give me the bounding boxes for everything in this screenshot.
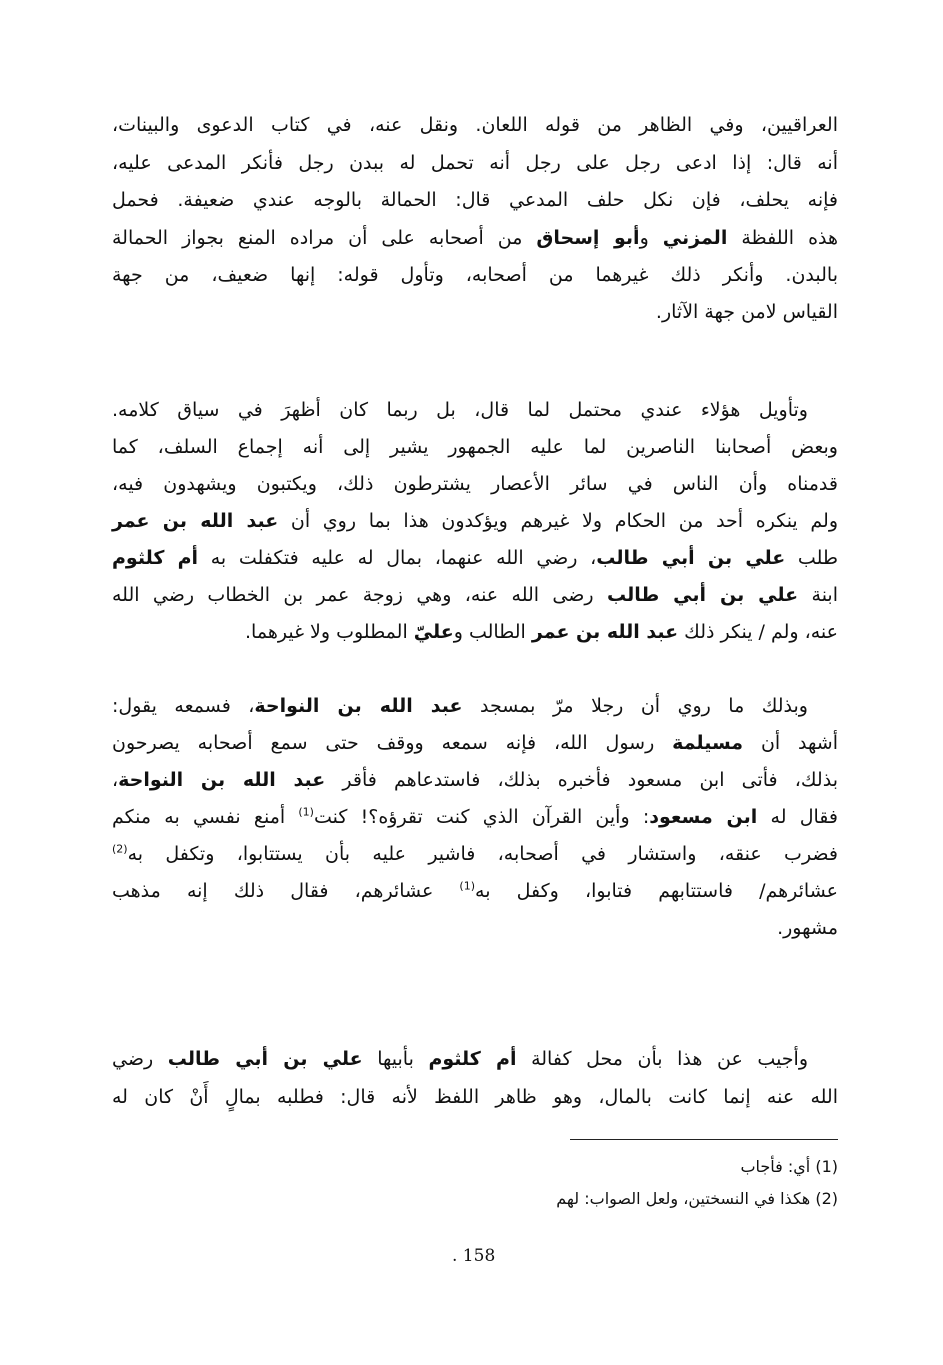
text-span: رضى الله عنه، وهي زوجة عمر بن الخطاب رضي الله <box>112 584 607 606</box>
text-span: طلب <box>785 547 839 569</box>
text-span: و <box>639 227 663 249</box>
text-span: ، فسمعه يقول: <box>112 695 255 717</box>
bold-name: علي بن أبي طالب <box>606 584 799 606</box>
text-span: وبعض أصحابنا الناصرين لما عليه الجمهور يشير إلى أنه إجماع السلف، كما <box>112 436 838 458</box>
footnote-ref: (2) <box>112 842 128 856</box>
text-span: القياس لامن جهة الآثار. <box>655 301 838 323</box>
text-span: العراقيين، وفي الظاهر من قوله اللعان. ونقل عنه، في كتاب الدعوى والبينات، <box>112 114 838 136</box>
text-line <box>112 432 838 462</box>
text-span: أمنع نفسي به منكم <box>112 806 299 828</box>
footnote-divider <box>570 1139 838 1140</box>
text-span: الطالب و <box>453 621 532 643</box>
text-line <box>112 260 838 290</box>
text-line <box>112 297 838 327</box>
bold-name: أبو إسحاق <box>536 227 640 249</box>
text-span: أنه قال: إذا ادعى رجل على رجل أنه تحمل له ببدن رجل فأنكر المدعى عليه، <box>112 152 838 174</box>
bold-name: ابن مسعود <box>649 806 758 828</box>
text-line <box>112 506 838 536</box>
text-line <box>112 395 808 425</box>
bold-name: عبد الله بن عمر <box>112 510 279 532</box>
text-line <box>112 1082 838 1112</box>
text-span: بالبدن. وأنكر ذلك غيرهما من أصحابه، وتأول قوله: إنها ضعيف، من جهة <box>112 264 838 286</box>
text-span: فقال له <box>757 806 838 828</box>
text-span: عشائرهم، فقال ذلك إنه مذهب <box>112 880 460 902</box>
text-span: ولم ينكره أحد من الحكام ولا غيرهم ويؤكدون هذا بما روي أن <box>278 510 839 532</box>
text-line <box>112 617 838 647</box>
text-span: ، <box>112 769 119 791</box>
text-line <box>112 839 838 869</box>
text-span: فضرب عنقه، واستشار في أصحابه، فاشير عليه بأن يستتابوا، وتكفل به <box>127 843 838 865</box>
text-span: ، رضي الله عنهما، بمال له عليه فتكفلت به <box>198 547 597 569</box>
text-line <box>112 802 838 832</box>
text-line <box>112 913 838 943</box>
text-line <box>112 148 838 178</box>
page-number: . 158 <box>452 1246 496 1266</box>
text-span: : وأين القرآن الذي كنت تقرؤه؟! كنت <box>313 806 650 828</box>
text-span: رضي <box>112 1048 168 1070</box>
text-line <box>112 185 838 215</box>
text-span: رسول الله، فإنه سمعه ووقف حتى سمع أصحابه يصرحون <box>112 732 673 754</box>
text-span: عنه، ولم / ينكر ذلك <box>678 621 838 643</box>
text-line <box>112 728 838 758</box>
footnote-ref: (1) <box>298 805 314 819</box>
text-line <box>112 543 838 573</box>
bold-name: عبد الله بن النواحة <box>254 695 463 717</box>
bold-name: عبد الله بن عمر <box>531 621 679 643</box>
text-span: فإنه يحلف، فإن نكل حلف المدعي قال: الحمالة بالوجه عندي ضعيفة. فحمل <box>112 189 838 211</box>
text-span: وأجيب عن هذا بأن محل كفالة <box>516 1048 808 1070</box>
bold-name: المزني <box>662 227 728 249</box>
text-span: من أصحابه على أن مراده المنع بجواز الحمالة <box>112 227 537 249</box>
text-span: وتأويل هؤلاء عندي محتمل لما قال، بل ربما كان أظهرَ في سياق كلامه. <box>112 399 808 421</box>
text-line <box>112 223 838 253</box>
text-line <box>112 110 838 140</box>
text-span: عشائرهم/ فاستتابهم فتابوا، وكفل به <box>475 880 838 902</box>
text-span: ابنة <box>798 584 838 606</box>
text-line <box>112 691 808 721</box>
text-span: بذلك، فأتى ابن مسعود فأخبره بذلك، فاستدعاهم فأقر <box>325 769 838 791</box>
bold-name: أم كلثوم <box>428 1048 517 1070</box>
text-span: المطلوب ولا غيرهما. <box>245 621 414 643</box>
text-span: أشهد أن <box>743 732 838 754</box>
footnote-1: (1) أي: فأجاب <box>740 1157 838 1176</box>
text-line <box>112 580 838 610</box>
bold-name: مسيلمة <box>672 732 744 754</box>
text-span: وبذلك ما روي أن رجلا مرّ بمسجد <box>462 695 808 717</box>
bold-name: علي بن أبي طالب <box>167 1048 363 1070</box>
text-line <box>112 469 838 499</box>
footnote-ref: (1) <box>459 879 476 893</box>
bold-name: علي بن أبي طالب <box>596 547 786 569</box>
text-span: هذه اللفظة <box>727 227 839 249</box>
bold-name: أم كلثوم <box>112 547 199 569</box>
text-line <box>112 765 838 795</box>
bold-name: عليّ <box>413 621 454 643</box>
text-span: قدمناه وأن الناس في سائر الأعصار يشترطون ذلك، ويكتبون ويشهدون فيه، <box>112 473 838 495</box>
bold-name: عبد الله بن النواحة <box>118 769 326 791</box>
text-line <box>112 1044 808 1074</box>
text-span: الله عنه إنما كانت بالمال، وهو ظاهر اللفظ لأنه قال: فطلبه بمالٍ أَنْ كان له <box>112 1086 838 1108</box>
text-span: بأبيها <box>362 1048 429 1070</box>
text-span: مشهور. <box>777 917 838 939</box>
text-line <box>112 876 838 906</box>
footnote-2: (2) هكذا في النسختين، ولعل الصواب: لهم <box>556 1189 838 1208</box>
